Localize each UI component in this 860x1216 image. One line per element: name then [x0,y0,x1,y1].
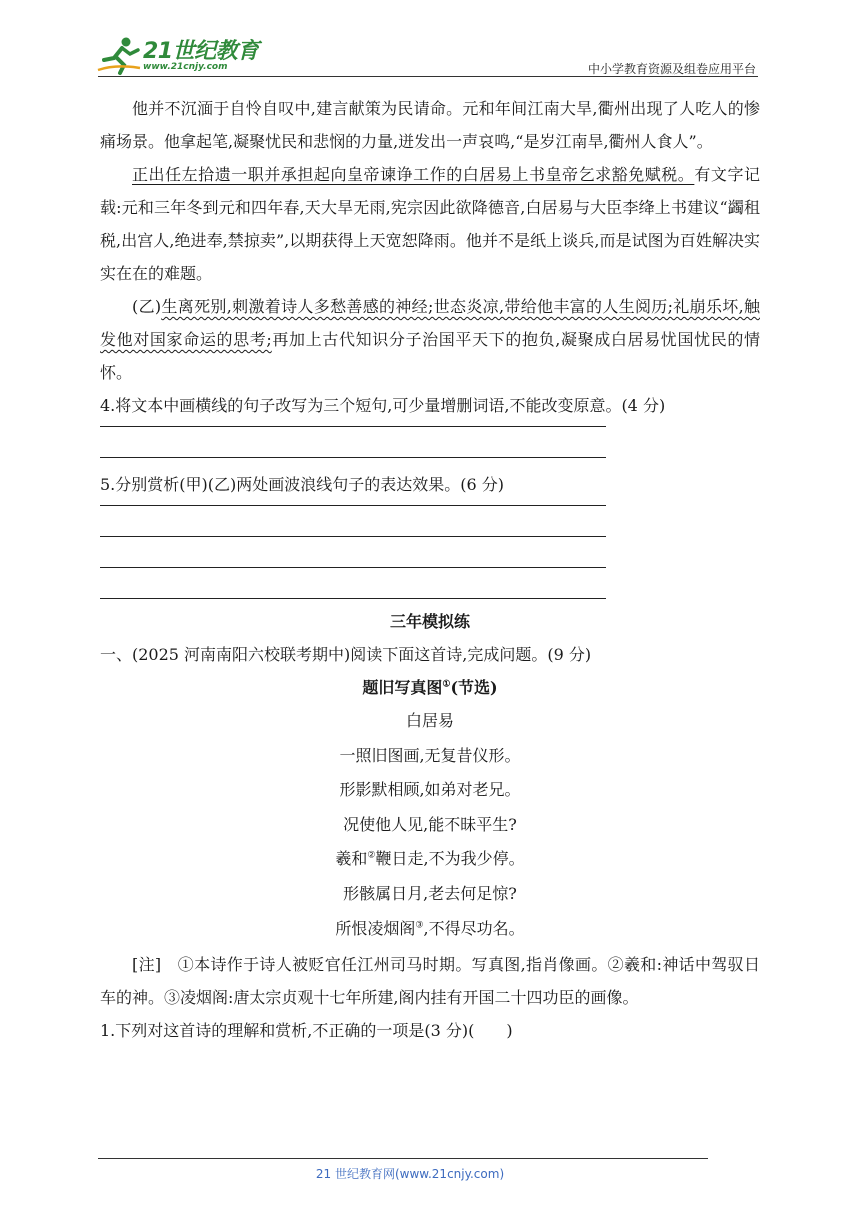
site-logo [96,36,266,78]
logo-sub-text: www.21cnjy.com [143,62,228,72]
footer-divider [98,1158,708,1159]
poem-title-text: 题旧写真图 [362,678,443,697]
question-5: 5.分别赏析(甲)(乙)两处画波浪线句子的表达效果。(6 分) [100,475,504,494]
answer-line[interactable] [100,536,606,537]
poem-line-5: 形骸属日月,老去何足惊? [343,883,517,903]
poem-line-6-a: 所恨凌烟阁 [335,918,416,938]
paragraph-3-rest: 再加上古代知识分子治国平天下的抱负,凝聚成白居易忧国忧民的情怀。 [100,330,760,382]
wavy-sentence-yi: 生离死别,刺激着诗人多愁善感的神经;世态炎凉,带给他丰富的人生阅历;礼崩乐坏,触发他对国家命运的思考; [100,297,760,349]
answer-line[interactable] [100,426,606,427]
poem-line-6-b: ,不得尽功名。 [423,918,525,938]
question-next: 1.下列对这首诗的理解和赏析,不正确的一项是(3 分)( ) [100,1021,513,1041]
poem-line-4-b: 鞭日走,不为我少停。 [375,849,525,869]
poem-line-4-a: 羲和 [335,849,368,869]
document-body [100,92,760,1047]
poem-line-4 [100,842,760,877]
poem-line-3: 况使他人见,能不昧平生? [343,814,517,834]
header-divider [98,76,758,77]
notes-label: [注] [132,955,162,975]
note-marker: ② [367,851,376,862]
answer-line[interactable] [100,567,606,568]
paragraph-3 [100,290,760,389]
answer-line[interactable] [100,505,606,506]
poem-title-suffix: (节选) [450,678,498,697]
poem-line-6 [100,912,760,947]
poem-title [100,671,760,704]
paragraph-2 [100,158,760,290]
logo-main-text: 21世纪教育 [143,39,259,64]
poem-author: 白居易 [405,711,454,730]
underlined-sentence: 正出任左拾遗一职并承担起向皇帝谏诤工作的白居易上书皇帝乞求豁免赋税。 [132,165,695,184]
note-marker: ③ [415,920,424,931]
runner-icon [96,36,142,76]
page-header [0,0,860,80]
poem-notes [100,948,760,1014]
page-footer [0,1165,860,1182]
poem-line-1: 一照旧图画,无复昔仪形。 [339,745,521,765]
site-slogan: 中小学教育资源及组卷应用平台 [587,62,756,76]
notes-text: ①本诗作于诗人被贬官任江州司马时期。写真图,指肖像画。②羲和:神话中驾驭日车的神。③凌烟阁:唐太宗贞观十七年所建,阁内挂有开国二十四功臣的画像。 [100,955,760,1008]
question-4: 4.将文本中画横线的句子改写为三个短句,可少量增删词语,不能改变原意。(4 分) [100,396,666,415]
answer-line[interactable] [100,457,606,458]
note-marker: ① [442,679,451,690]
poem-line-2: 形影默相顾,如弟对老兄。 [339,780,521,800]
answer-line[interactable] [100,598,606,599]
section-question-intro: 一、(2025 河南南阳六校联考期中)阅读下面这首诗,完成问题。(9 分) [100,645,592,664]
paragraph-1: 他并不沉湎于自怜自叹中,建言献策为民请命。元和年间江南大旱,衢州出现了人吃人的惨痛场景。他拿起笔,凝聚忧民和悲悯的力量,迸发出一声哀鸣,“是岁江南旱,衢州人食人”。 [100,99,760,151]
section-title: 三年模拟练 [389,612,470,631]
footer-text: 21 世纪教育网(www.21cnjy.com) [315,1167,505,1181]
paragraph-2-rest: 有文字记载:元和三年冬到元和四年春,天大旱无雨,宪宗因此欲降德音,白居易与大臣李绛上书建议“蠲租税,出宫人,绝进奉,禁掠卖”,以期获得上天宽恕降雨。他并不是纸上谈兵,而是试图为百姓解决实实在在的难题。 [100,165,760,283]
label-yi: (乙) [132,297,162,316]
